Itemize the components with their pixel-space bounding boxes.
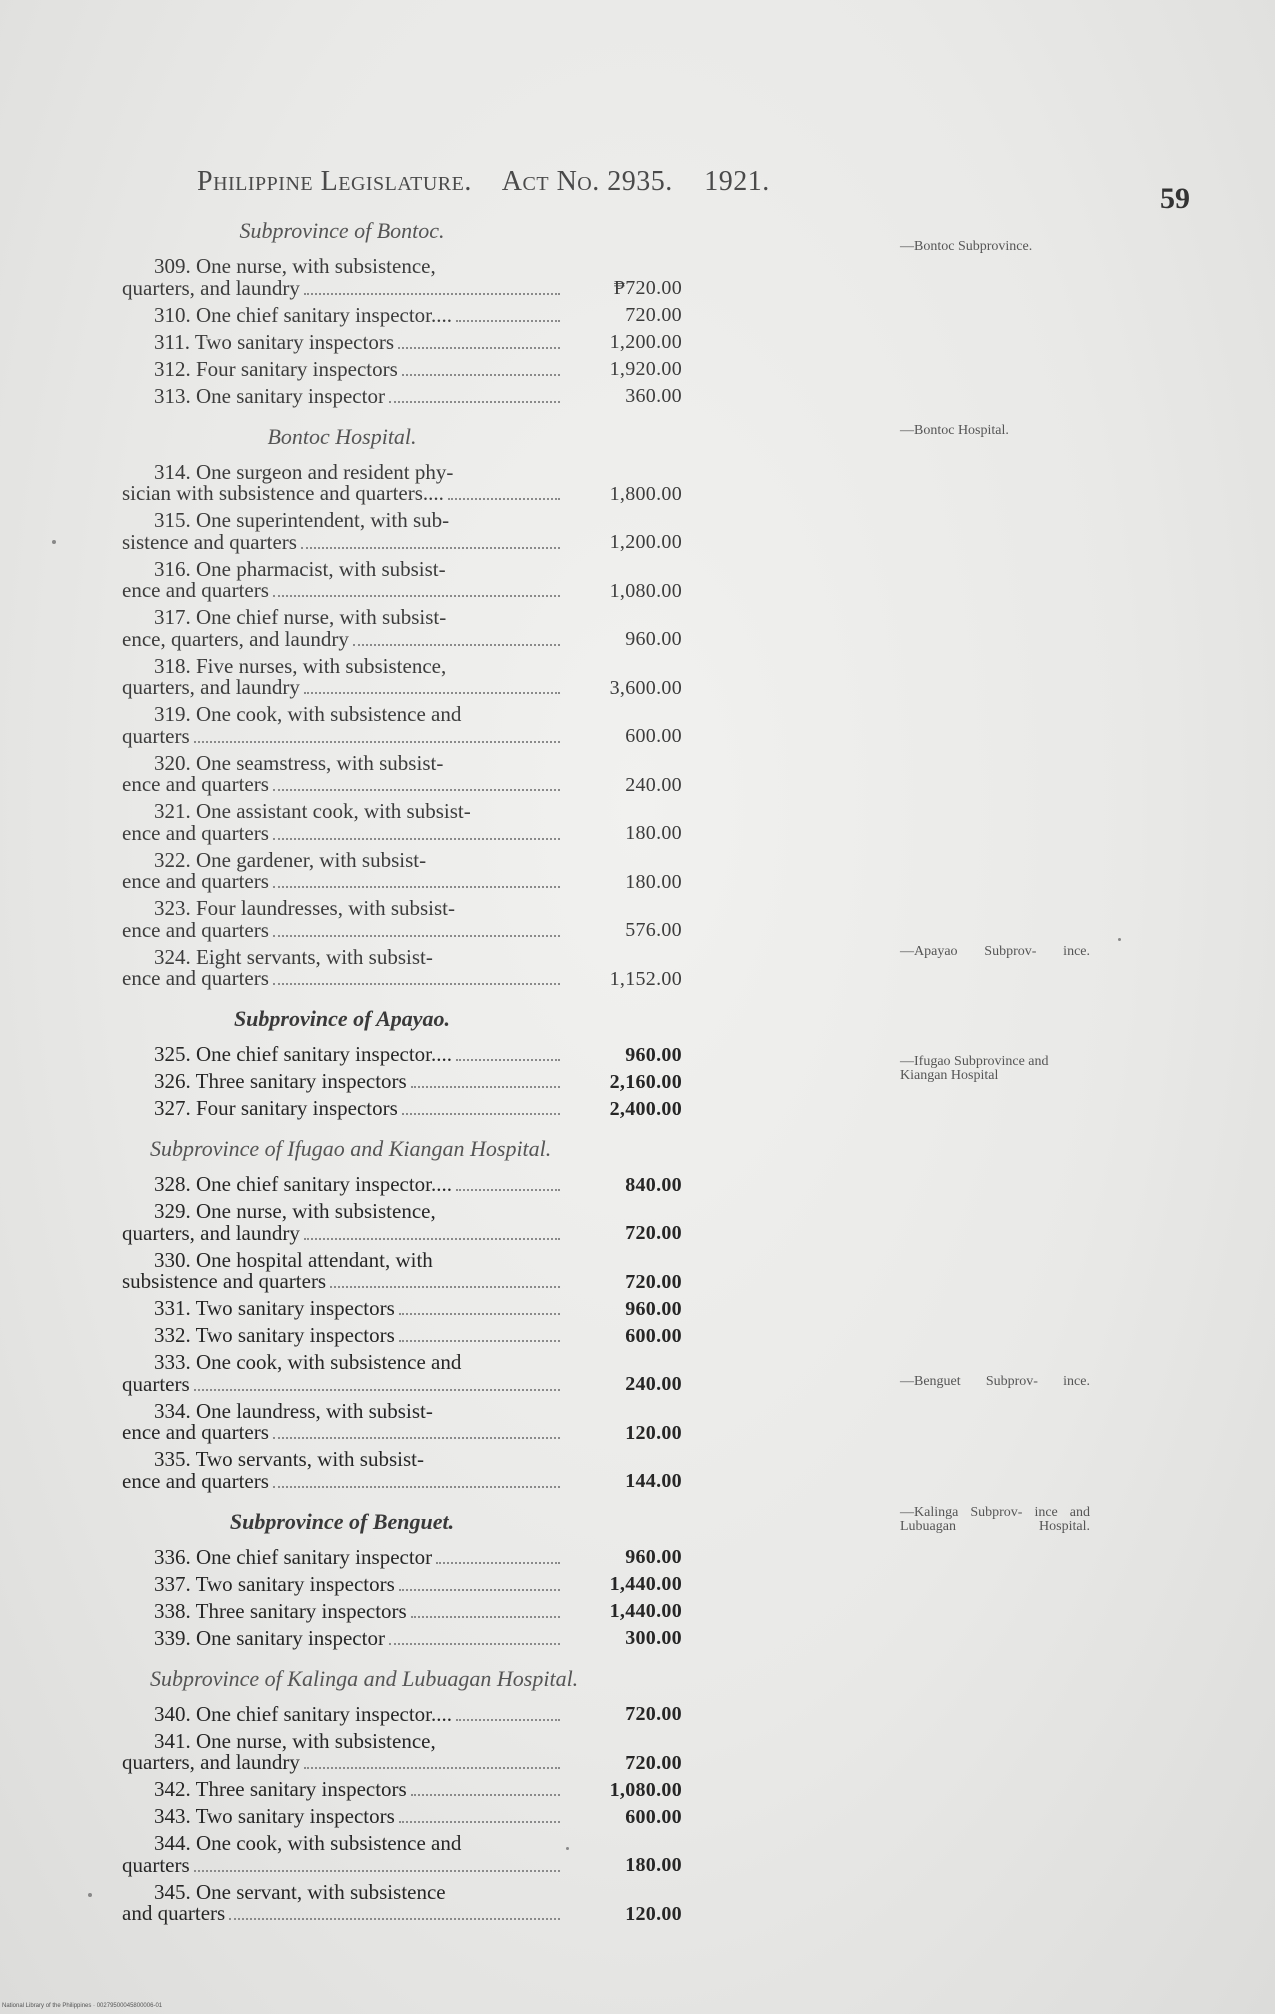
item-amount: 720.00 <box>625 1703 682 1725</box>
line-item <box>122 556 712 603</box>
dot-leader <box>411 1086 560 1088</box>
dot-leader <box>304 293 560 295</box>
item-line: 343. Two sanitary inspectors <box>154 1804 395 1828</box>
item-line: ence and quarters <box>122 1420 269 1444</box>
item-text <box>122 898 562 942</box>
item-text <box>122 383 562 408</box>
item-line: 311. Two sanitary inspectors <box>154 329 394 354</box>
item-line: 339. One sanitary inspector <box>154 1625 385 1650</box>
dot-leader <box>456 1189 560 1191</box>
line-item <box>122 1449 712 1493</box>
item-amount: 600.00 <box>625 1805 682 1828</box>
section-bontoc-hospital <box>122 424 712 991</box>
dot-leader <box>330 1286 560 1288</box>
section-bontoc <box>122 218 712 408</box>
item-line-with-leader <box>122 1071 562 1093</box>
item-line-with-leader <box>122 1325 562 1347</box>
line-item <box>122 1352 712 1396</box>
scan-speck <box>88 1893 92 1897</box>
item-amount: 720.00 <box>625 1751 682 1774</box>
item-line: 327. Four sanitary inspectors <box>154 1096 398 1120</box>
item-amount: 960.00 <box>625 1546 682 1568</box>
item-line-with-leader <box>122 1852 562 1877</box>
item-text <box>122 1352 562 1396</box>
margin-note-kalinga: —Kalinga Subprov- ince and Lubuagan Hospital. <box>900 1505 1090 1534</box>
item-line: 336. One chief sanitary inspector <box>154 1544 433 1569</box>
item-amount: 720.00 <box>625 304 682 326</box>
item-amount: 240.00 <box>625 1373 682 1395</box>
line-item <box>122 256 712 300</box>
line-item <box>122 1879 712 1926</box>
line-item <box>122 607 712 651</box>
header-year: 1921. <box>704 166 770 197</box>
item-amount: 840.00 <box>625 1173 682 1196</box>
item-text <box>122 1598 562 1623</box>
line-item <box>122 1071 712 1093</box>
item-amount: 1,200.00 <box>609 531 682 553</box>
item-line-with-leader <box>122 1806 562 1828</box>
item-line: 317. One chief nurse, with subsist- <box>154 605 447 629</box>
item-text <box>122 704 562 748</box>
item-line-with-leader <box>122 917 562 942</box>
item-amount: 240.00 <box>625 773 682 796</box>
item-line-with-leader <box>122 483 562 505</box>
item-line: ence and quarters <box>122 772 269 796</box>
item-text <box>122 256 562 300</box>
dot-leader <box>389 401 560 403</box>
item-line: 324. Eight servants, with subsist- <box>154 944 433 969</box>
dot-leader <box>456 1059 560 1061</box>
item-text <box>122 1247 562 1294</box>
item-line: 333. One cook, with subsistence and <box>154 1350 462 1374</box>
item-text <box>122 1779 562 1801</box>
line-item <box>122 1247 712 1294</box>
dot-leader <box>399 1313 560 1315</box>
item-line-with-leader <box>122 820 562 845</box>
section-title: Subprovince of Apayao. <box>233 1006 451 1031</box>
item-amount: 300.00 <box>625 1627 682 1649</box>
item-amount: 720.00 <box>625 1270 682 1293</box>
item-amount: 180.00 <box>625 1854 682 1876</box>
item-text <box>122 329 562 354</box>
dot-leader <box>456 320 560 322</box>
item-amount: 1,440.00 <box>609 1600 682 1622</box>
item-text <box>122 847 562 894</box>
item-line: ence and quarters <box>122 917 269 942</box>
item-line-with-leader <box>122 774 562 796</box>
line-item <box>122 801 712 845</box>
dot-leader <box>448 498 560 500</box>
line-item <box>122 1625 712 1650</box>
line-item <box>122 1174 712 1196</box>
line-item <box>122 510 712 554</box>
item-text <box>122 1174 562 1196</box>
dot-leader <box>273 789 560 791</box>
item-line: ence and quarters <box>122 1468 269 1493</box>
item-line: ence and quarters <box>122 869 269 893</box>
item-text <box>122 1879 562 1926</box>
line-item <box>122 1728 712 1775</box>
dot-leader <box>398 347 560 349</box>
item-line-with-leader <box>122 871 562 893</box>
dot-leader <box>399 1340 560 1342</box>
item-line: 334. One laundress, with subsist- <box>154 1398 433 1423</box>
line-item <box>122 383 712 408</box>
section-title: Subprovince of Kalinga and Lubuagan Hospital. <box>150 1665 579 1691</box>
item-text <box>122 1044 562 1066</box>
item-line: 316. One pharmacist, with subsist- <box>154 556 446 581</box>
item-text <box>122 1833 562 1877</box>
item-amount: 576.00 <box>625 919 682 941</box>
item-amount: 144.00 <box>625 1470 682 1492</box>
item-line-with-leader <box>122 968 562 990</box>
line-item <box>122 1201 712 1245</box>
line-item <box>122 302 712 327</box>
dot-leader <box>304 1238 560 1240</box>
item-line-with-leader <box>122 1098 562 1120</box>
item-amount: 2,160.00 <box>609 1070 682 1093</box>
dot-leader <box>402 1113 560 1115</box>
item-amount: 600.00 <box>625 1324 682 1347</box>
margin-note-benguet: —Benguet Subprov- ince. <box>900 1374 1090 1389</box>
item-line: 313. One sanitary inspector <box>154 383 385 408</box>
item-line: 325. One chief sanitary inspector.... <box>154 1042 452 1066</box>
item-line: quarters <box>122 1852 190 1877</box>
section-title: Subprovince of Bontoc. <box>239 218 445 243</box>
scan-speck <box>1118 938 1121 941</box>
item-amount: 1,152.00 <box>609 967 682 990</box>
line-item <box>122 704 712 748</box>
item-line: 314. One surgeon and resident phy- <box>154 459 454 484</box>
item-line: 318. Five nurses, with subsistence, <box>154 653 447 678</box>
item-line: 345. One servant, with subsistence <box>154 1879 446 1904</box>
running-header <box>197 166 837 198</box>
dot-leader <box>273 983 560 985</box>
dot-leader <box>229 1918 560 1920</box>
line-item <box>122 1833 712 1877</box>
item-text <box>122 1544 562 1569</box>
item-amount: 1,440.00 <box>609 1573 682 1595</box>
item-line-with-leader <box>122 1903 562 1925</box>
item-text <box>122 1071 562 1093</box>
section-title: Subprovince of Benguet. <box>229 1508 455 1534</box>
item-text <box>122 801 562 845</box>
item-line-with-leader <box>122 529 562 554</box>
item-line: 338. Three sanitary inspectors <box>154 1598 407 1623</box>
item-line-with-leader <box>122 1422 562 1444</box>
item-line-with-leader <box>122 1752 562 1774</box>
section-title: Subprovince of Ifugao and Kiangan Hospital. <box>150 1136 552 1161</box>
item-line: quarters <box>122 723 190 748</box>
item-line: 344. One cook, with subsistence and <box>154 1831 462 1855</box>
line-item <box>122 944 712 991</box>
item-amount: 1,800.00 <box>609 482 682 505</box>
dot-leader <box>411 1794 560 1796</box>
margin-note-apayao: —Apayao Subprov- ince. <box>900 944 1090 959</box>
line-item <box>122 1598 712 1623</box>
dot-leader <box>194 741 560 743</box>
line-item <box>122 898 712 942</box>
line-item <box>122 653 712 700</box>
item-line-with-leader <box>122 580 562 602</box>
line-item <box>122 1544 712 1569</box>
item-text <box>122 356 562 381</box>
item-line-with-leader <box>122 1571 562 1596</box>
dot-leader <box>389 1643 560 1645</box>
item-line-with-leader <box>122 1544 562 1569</box>
item-line: ence and quarters <box>122 578 269 602</box>
item-amount: 120.00 <box>625 1902 682 1925</box>
item-line: 321. One assistant cook, with subsist- <box>154 799 471 823</box>
item-amount: 720.00 <box>625 1222 682 1244</box>
item-line: 328. One chief sanitary inspector.... <box>154 1172 452 1196</box>
margin-note-ifugao: —Ifugao Subprovince and Kiangan Hospital <box>900 1054 1049 1083</box>
item-text <box>122 459 562 506</box>
scan-credit: National Library of the Philippines · 00279500045800006-01 <box>2 2003 163 2009</box>
dot-leader <box>273 1437 560 1439</box>
item-line-with-leader <box>122 383 562 408</box>
dot-leader <box>273 935 560 937</box>
dot-leader <box>194 1389 560 1391</box>
item-amount: 120.00 <box>625 1421 682 1444</box>
item-line: 320. One seamstress, with subsist- <box>154 750 444 775</box>
line-item <box>122 356 712 381</box>
item-amount: 180.00 <box>625 822 682 844</box>
section-ifugao-kiangan <box>122 1136 712 1493</box>
item-line: 340. One chief sanitary inspector.... <box>154 1701 452 1726</box>
item-line: 335. Two servants, with subsist- <box>154 1447 424 1471</box>
dot-leader <box>399 1589 560 1591</box>
item-line: 329. One nurse, with subsistence, <box>154 1199 436 1223</box>
line-item <box>122 329 712 354</box>
item-line-with-leader <box>122 626 562 651</box>
item-line: 309. One nurse, with subsistence, <box>154 254 436 278</box>
item-line: quarters, and laundry <box>122 275 300 300</box>
item-text <box>122 1201 562 1245</box>
item-line: sician with subsistence and quarters.... <box>122 481 444 505</box>
appropriation-list <box>122 218 712 1941</box>
dot-leader <box>301 547 560 549</box>
item-text <box>122 1625 562 1650</box>
item-line: 319. One cook, with subsistence and <box>154 702 462 726</box>
item-line: 315. One superintendent, with sub- <box>154 508 450 532</box>
margin-note-bontoc-hospital: —Bontoc Hospital. <box>900 423 1009 438</box>
dot-leader <box>304 1767 560 1769</box>
dot-leader <box>273 595 560 597</box>
line-item <box>122 750 712 797</box>
item-text <box>122 1728 562 1775</box>
item-line-with-leader <box>122 275 562 300</box>
line-item <box>122 459 712 506</box>
dot-leader <box>273 838 560 840</box>
item-line: ence and quarters <box>122 966 269 990</box>
item-line: ence, quarters, and laundry <box>122 626 349 651</box>
item-line: 322. One gardener, with subsist- <box>154 847 427 872</box>
line-item <box>122 1044 712 1066</box>
dot-leader <box>402 374 560 376</box>
dot-leader <box>304 692 560 694</box>
item-line: 312. Four sanitary inspectors <box>154 356 398 381</box>
dot-leader <box>273 1486 560 1488</box>
item-text <box>122 302 562 327</box>
item-line: quarters, and laundry <box>122 675 300 699</box>
item-line-with-leader <box>122 329 562 354</box>
header-act: Act No. 2935. <box>501 166 673 197</box>
item-text <box>122 1298 562 1320</box>
dot-leader <box>273 886 560 888</box>
item-line: 332. Two sanitary inspectors <box>154 1323 395 1347</box>
item-amount: 960.00 <box>625 628 682 650</box>
item-line: sistence and quarters <box>122 529 297 554</box>
line-item <box>122 1398 712 1445</box>
item-line-with-leader <box>122 1174 562 1196</box>
line-item <box>122 1098 712 1120</box>
section-kalinga-lubuagan <box>122 1666 712 1926</box>
item-text <box>122 607 562 651</box>
item-amount: 600.00 <box>625 725 682 747</box>
item-line: 342. Three sanitary inspectors <box>154 1777 407 1801</box>
item-text <box>122 556 562 603</box>
item-line: 337. Two sanitary inspectors <box>154 1571 395 1596</box>
item-amount: 360.00 <box>625 385 682 407</box>
item-line: 323. Four laundresses, with subsist- <box>154 896 455 920</box>
item-text <box>122 1806 562 1828</box>
item-amount: 960.00 <box>625 1297 682 1320</box>
item-amount: 3,600.00 <box>609 676 682 699</box>
item-line-with-leader <box>122 1298 562 1320</box>
item-line: 330. One hospital attendant, with <box>154 1247 433 1272</box>
item-amount: 180.00 <box>625 870 682 893</box>
item-amount: 2,400.00 <box>609 1097 682 1120</box>
item-text <box>122 750 562 797</box>
item-amount: 1,080.00 <box>609 1778 682 1801</box>
section-apayao <box>122 1006 712 1120</box>
dot-leader <box>194 1870 560 1872</box>
item-amount: 960.00 <box>625 1043 682 1066</box>
dot-leader <box>456 1719 560 1721</box>
item-line: 326. Three sanitary inspectors <box>154 1069 407 1093</box>
item-line: 310. One chief sanitary inspector.... <box>154 302 452 327</box>
section-benguet <box>122 1509 712 1650</box>
item-text <box>122 653 562 700</box>
item-line-with-leader <box>122 1598 562 1623</box>
line-item <box>122 1806 712 1828</box>
section-title: Bontoc Hospital. <box>267 423 417 449</box>
item-text <box>122 1571 562 1596</box>
dot-leader <box>399 1821 560 1823</box>
item-line-with-leader <box>122 1220 562 1245</box>
dot-leader <box>436 1562 560 1564</box>
item-amount: 1,920.00 <box>609 358 682 380</box>
item-line: quarters, and laundry <box>122 1220 300 1245</box>
item-line-with-leader <box>122 1271 562 1293</box>
item-text <box>122 1098 562 1120</box>
line-item <box>122 1298 712 1320</box>
item-text <box>122 510 562 554</box>
item-text <box>122 1449 562 1493</box>
item-line-with-leader <box>122 1468 562 1493</box>
item-line-with-leader <box>122 677 562 699</box>
item-line-with-leader <box>122 356 562 381</box>
item-line-with-leader <box>122 723 562 748</box>
item-line: ence and quarters <box>122 820 269 845</box>
item-line-with-leader <box>122 302 562 327</box>
line-item <box>122 1779 712 1801</box>
margin-note-bontoc: —Bontoc Subprovince. <box>900 239 1033 254</box>
item-line-with-leader <box>122 1701 562 1726</box>
scan-speck <box>566 1847 569 1850</box>
item-amount: 1,080.00 <box>609 579 682 602</box>
line-item <box>122 847 712 894</box>
line-item <box>122 1325 712 1347</box>
item-text <box>122 1701 562 1726</box>
item-line-with-leader <box>122 1371 562 1396</box>
item-amount: 1,200.00 <box>609 331 682 353</box>
item-line: and quarters <box>122 1901 226 1925</box>
item-amount: ₱720.00 <box>613 277 682 299</box>
item-text <box>122 1325 562 1347</box>
dot-leader <box>353 644 560 646</box>
item-line-with-leader <box>122 1625 562 1650</box>
scan-speck <box>52 540 56 544</box>
item-line-with-leader <box>122 1044 562 1066</box>
page-number: 59 <box>1160 182 1190 215</box>
item-line: 331. Two sanitary inspectors <box>154 1296 395 1320</box>
item-text <box>122 944 562 991</box>
item-line: subsistence and quarters <box>122 1269 327 1293</box>
item-line: 341. One nurse, with subsistence, <box>154 1728 436 1753</box>
item-line: quarters <box>122 1371 190 1396</box>
item-line-with-leader <box>122 1779 562 1801</box>
item-line: quarters, and laundry <box>122 1750 300 1774</box>
dot-leader <box>411 1616 560 1618</box>
header-title: Philippine Legislature. <box>197 166 472 197</box>
line-item <box>122 1701 712 1726</box>
line-item <box>122 1571 712 1596</box>
item-text <box>122 1398 562 1445</box>
